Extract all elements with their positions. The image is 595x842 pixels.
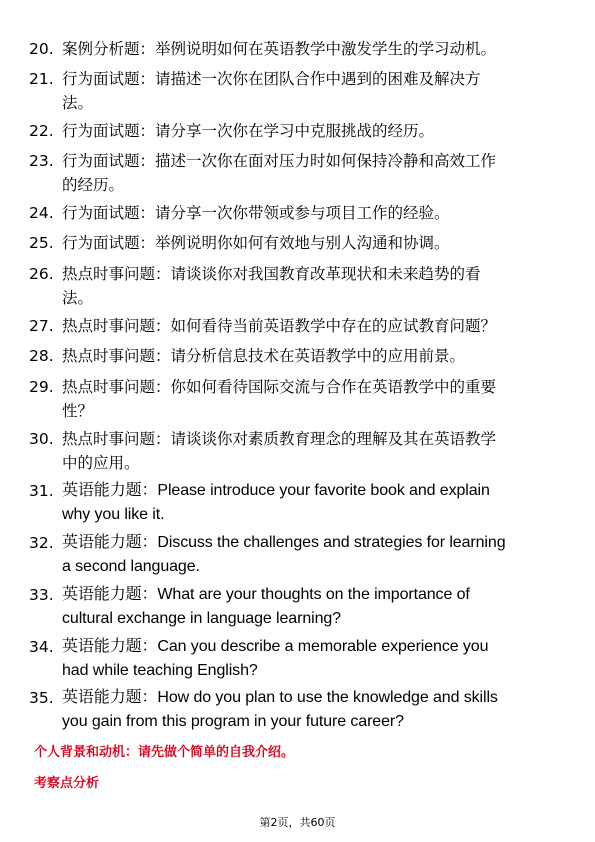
question-text (62, 375, 567, 423)
question-line: 法。 (62, 289, 94, 307)
question-line: 英语能力题：Can you describe a memorable experience you (62, 638, 489, 655)
question-number: 22. (29, 122, 54, 140)
question-number: 30. (29, 430, 54, 448)
question-number: 32. (29, 534, 54, 552)
question-number: 26. (29, 265, 54, 283)
section-heading: 个人背景和动机：请先做个简单的自我介绍。 (34, 745, 295, 760)
question-line: 行为面试题：请分享一次你在学习中克服挑战的经历。 (62, 122, 435, 140)
question-line: 行为面试题：描述一次你在面对压力时如何保持冷静和高效工作 (62, 152, 497, 170)
question-line: 热点时事问题：请谈谈你对素质教育理念的理解及其在英语教学 (62, 430, 497, 448)
question-line: 热点时事问题：请分析信息技术在英语教学中的应用前景。 (62, 347, 466, 365)
question-number: 29. (29, 378, 54, 396)
question-line: you gain from this program in your future career? (62, 713, 404, 730)
question-text (62, 201, 567, 225)
question-line: 行为面试题：举例说明你如何有效地与别人沟通和协调。 (62, 234, 450, 252)
question-number: 21. (29, 70, 54, 88)
question-line: 的经历。 (62, 176, 125, 194)
question-text (62, 427, 567, 475)
question-number: 28. (29, 347, 54, 365)
page-footer: 第2页，共60页 (259, 816, 336, 829)
question-text (62, 262, 567, 310)
question-text (62, 119, 567, 143)
question-number: 20. (29, 40, 54, 58)
question-line: had while teaching English? (62, 662, 258, 679)
question-text (62, 635, 567, 683)
question-line: 英语能力题：Discuss the challenges and strategies for learning (62, 534, 506, 551)
section-subheading: 考察点分析 (34, 776, 100, 791)
question-number: 27. (29, 317, 54, 335)
question-line: 中的应用。 (62, 454, 140, 472)
question-number: 35. (29, 689, 54, 707)
question-line: 法。 (62, 94, 94, 112)
question-number: 31. (29, 482, 54, 500)
question-line: 英语能力题：Please introduce your favorite book and explain (62, 482, 490, 499)
question-line: why you like it. (62, 506, 165, 523)
question-text (62, 531, 567, 579)
question-line: a second language. (62, 558, 200, 575)
question-line: 英语能力题：What are your thoughts on the importance of (62, 586, 470, 603)
question-line: 英语能力题：How do you plan to use the knowledge and skills (62, 689, 498, 706)
question-line: 案例分析题：举例说明如何在英语教学中激发学生的学习动机。 (62, 40, 497, 58)
question-text (62, 231, 567, 255)
question-line: 性？ (62, 402, 94, 420)
question-text (62, 149, 567, 197)
question-line: cultural exchange in language learning? (62, 610, 341, 627)
question-text (62, 583, 567, 631)
question-text (62, 314, 567, 338)
question-number: 33. (29, 586, 54, 604)
question-line: 热点时事问题：你如何看待国际交流与合作在英语教学中的重要 (62, 378, 497, 396)
question-line: 行为面试题：请分享一次你带领或参与项目工作的经验。 (62, 204, 450, 222)
question-number: 25. (29, 234, 54, 252)
question-number: 23. (29, 152, 54, 170)
question-text (62, 479, 567, 527)
question-text (62, 344, 567, 368)
question-text (62, 686, 567, 734)
question-line: 行为面试题：请描述一次你在团队合作中遇到的困难及解决方 (62, 70, 481, 88)
question-text (62, 67, 567, 115)
question-number: 24. (29, 204, 54, 222)
question-line: 热点时事问题：请谈谈你对我国教育改革现状和未来趋势的看 (62, 265, 481, 283)
question-number: 34. (29, 638, 54, 656)
question-text (62, 37, 567, 61)
question-line: 热点时事问题：如何看待当前英语教学中存在的应试教育问题？ (62, 317, 497, 335)
